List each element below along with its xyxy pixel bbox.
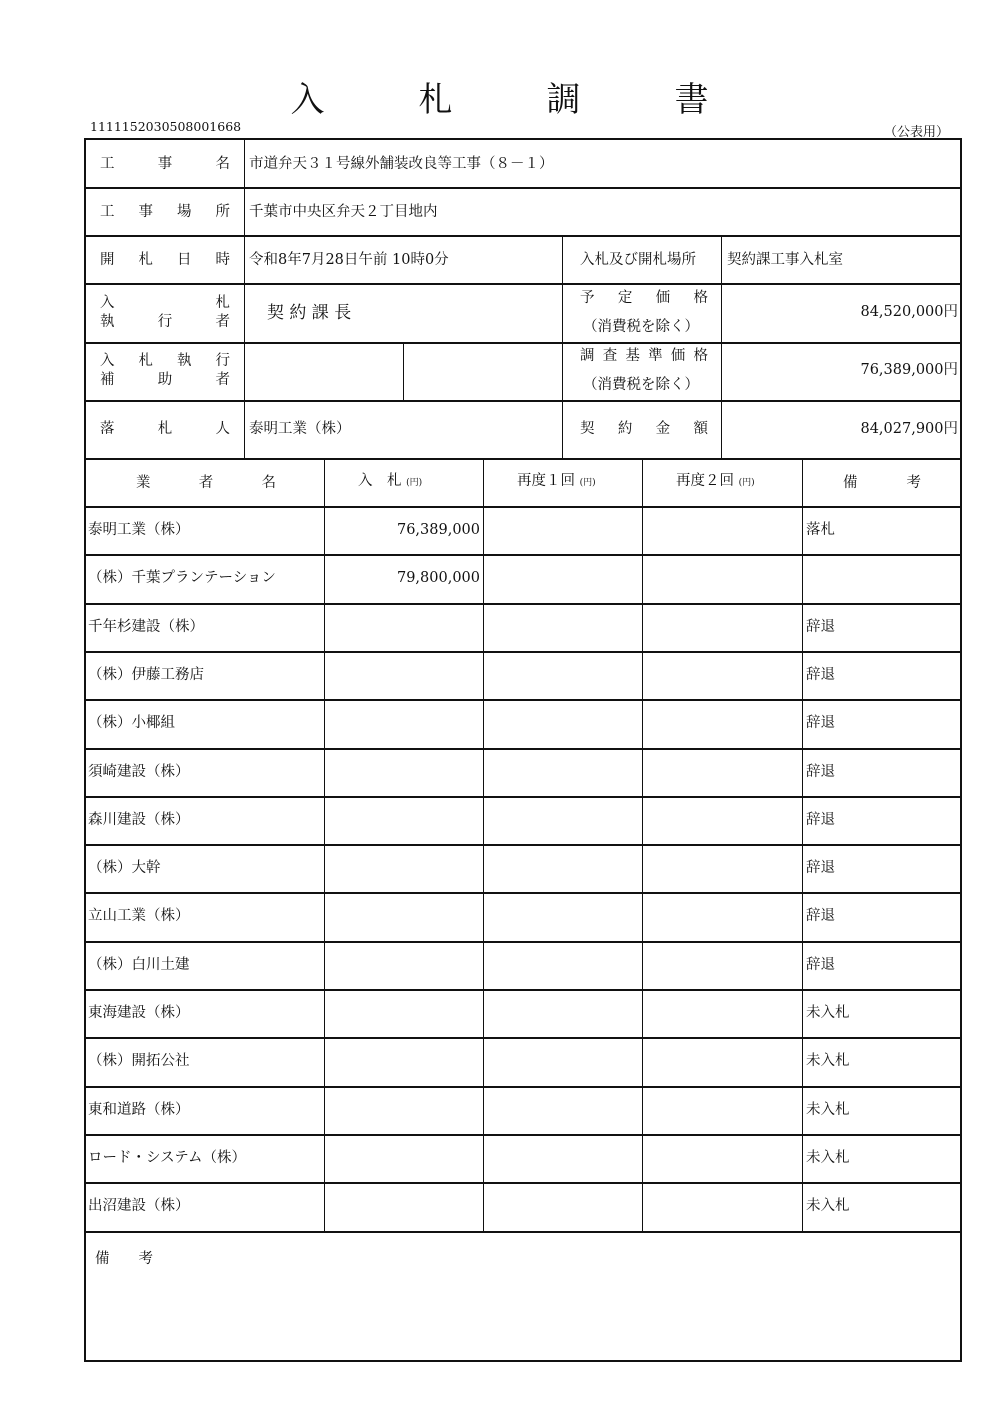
rule: [84, 1037, 962, 1039]
survey-price-label: 調 査 基 準 価 格: [580, 348, 708, 364]
place-value: 契約課工事入札室: [727, 252, 843, 268]
bid-note: 未入札: [806, 1101, 850, 1118]
page-title: 入 札 調 書: [290, 80, 739, 120]
vendor-name: 東和道路（株）: [88, 1101, 190, 1118]
rule: [84, 603, 962, 605]
rule: [84, 1134, 962, 1136]
vendor-name: （株）千葉プランテーション: [88, 570, 276, 587]
rule: [84, 187, 962, 189]
bid-note: 辞退: [806, 618, 835, 635]
planned-price-label: 予 定 価 格: [580, 290, 708, 306]
bid-note: 未入札: [806, 1149, 850, 1166]
rule: [721, 236, 722, 459]
unit-label: (円): [579, 478, 596, 488]
rule: [562, 236, 563, 459]
rule: [84, 941, 962, 943]
vendor-name: （株）伊藤工務店: [88, 666, 204, 683]
col-bid-header: 入 札 (円): [358, 473, 423, 489]
assistant-label-1: 入 札 執 行: [100, 353, 230, 369]
rule: [403, 343, 404, 401]
rule: [84, 1231, 962, 1233]
bid-note: 辞退: [806, 811, 835, 828]
construction-name: 市道弁天３１号線外舗装改良等工事（８－１）: [249, 156, 554, 172]
executor-value: 契 約 課 長: [267, 303, 352, 323]
vendor-name: 泰明工業（株）: [88, 522, 190, 538]
vendor-name: （株）白川土建: [88, 956, 190, 973]
planned-tax-note: （消費税を除く）: [583, 319, 699, 335]
rule: [84, 844, 962, 846]
rule: [84, 554, 962, 556]
document-number: 1111152030508001668: [90, 119, 242, 134]
winner-label: 落 札 人: [100, 421, 230, 437]
bid-note: 未入札: [806, 1053, 850, 1070]
vendor-name: 出沼建設（株）: [88, 1198, 190, 1215]
executor-label-1: 入 札: [100, 295, 230, 311]
bid-amount: 79,800,000: [396, 570, 480, 587]
assistant-label-2: 補 助 者: [100, 372, 230, 388]
site-label: 工 事 場 所: [100, 204, 230, 220]
col-vendor-header: 業 者 名: [136, 475, 276, 491]
rule: [84, 283, 962, 285]
executor-label-2: 執 行 者: [100, 314, 230, 330]
bid-note: 落札: [806, 522, 835, 538]
rule: [84, 699, 962, 701]
contract-label: 契 約 金 額: [580, 421, 708, 437]
survey-tax-note: （消費税を除く）: [583, 377, 699, 393]
planned-price: 84,520,000円: [860, 304, 958, 320]
col-note-header: 備 考: [843, 475, 921, 491]
rule: [84, 892, 962, 894]
opening-datetime: 令和8年7月28日午前 10時0分: [249, 252, 449, 268]
bid-note: 未入札: [806, 1005, 850, 1021]
rule: [84, 1182, 962, 1184]
site-value: 千葉市中央区弁天２丁目地内: [249, 204, 438, 220]
bid-note: 辞退: [806, 860, 835, 877]
vendor-name: ロード・システム（株）: [88, 1149, 247, 1166]
rule: [84, 748, 962, 750]
vendor-name: 東海建設（株）: [88, 1005, 190, 1021]
vendor-name: （株）小椰組: [88, 715, 175, 732]
rule: [84, 342, 962, 344]
unit-label: (円): [406, 478, 423, 488]
construction-name-label: 工 事 名: [100, 156, 230, 172]
rule: [244, 139, 245, 459]
bid-note: 辞退: [806, 908, 835, 925]
col-rebid1-header: 再度１回 (円): [517, 473, 596, 489]
vendor-name: （株）大幹: [88, 860, 161, 877]
rule: [84, 400, 962, 402]
unit-label: (円): [738, 478, 755, 488]
survey-price: 76,389,000円: [860, 362, 958, 378]
col-rebid2-header: 再度２回 (円): [676, 473, 755, 489]
rule: [84, 796, 962, 798]
bid-note: 辞退: [806, 763, 835, 780]
vendor-name: 須崎建設（株）: [88, 763, 190, 780]
remarks-label: 備 考: [95, 1251, 153, 1267]
opening-label: 開 札 日 時: [100, 252, 230, 268]
bid-amount: 76,389,000: [396, 522, 480, 538]
place-label: 入札及び開札場所: [580, 252, 696, 268]
winner-value: 泰明工業（株）: [249, 421, 351, 437]
vendor-name: 立山工業（株）: [88, 908, 190, 925]
contract-amount: 84,027,900円: [860, 421, 958, 437]
vendor-name: （株）開拓公社: [88, 1053, 190, 1070]
rule: [84, 458, 962, 460]
rule: [84, 506, 962, 508]
publication-label: （公表用）: [883, 125, 949, 140]
bid-note: 未入札: [806, 1198, 850, 1215]
rule: [84, 1086, 962, 1088]
rule: [84, 235, 962, 237]
vendor-name: 千年杉建設（株）: [88, 618, 204, 635]
bid-note: 辞退: [806, 956, 835, 973]
rule: [84, 651, 962, 653]
bid-note: 辞退: [806, 715, 835, 732]
vendor-name: 森川建設（株）: [88, 811, 190, 828]
rule: [84, 989, 962, 991]
bid-note: 辞退: [806, 666, 835, 683]
